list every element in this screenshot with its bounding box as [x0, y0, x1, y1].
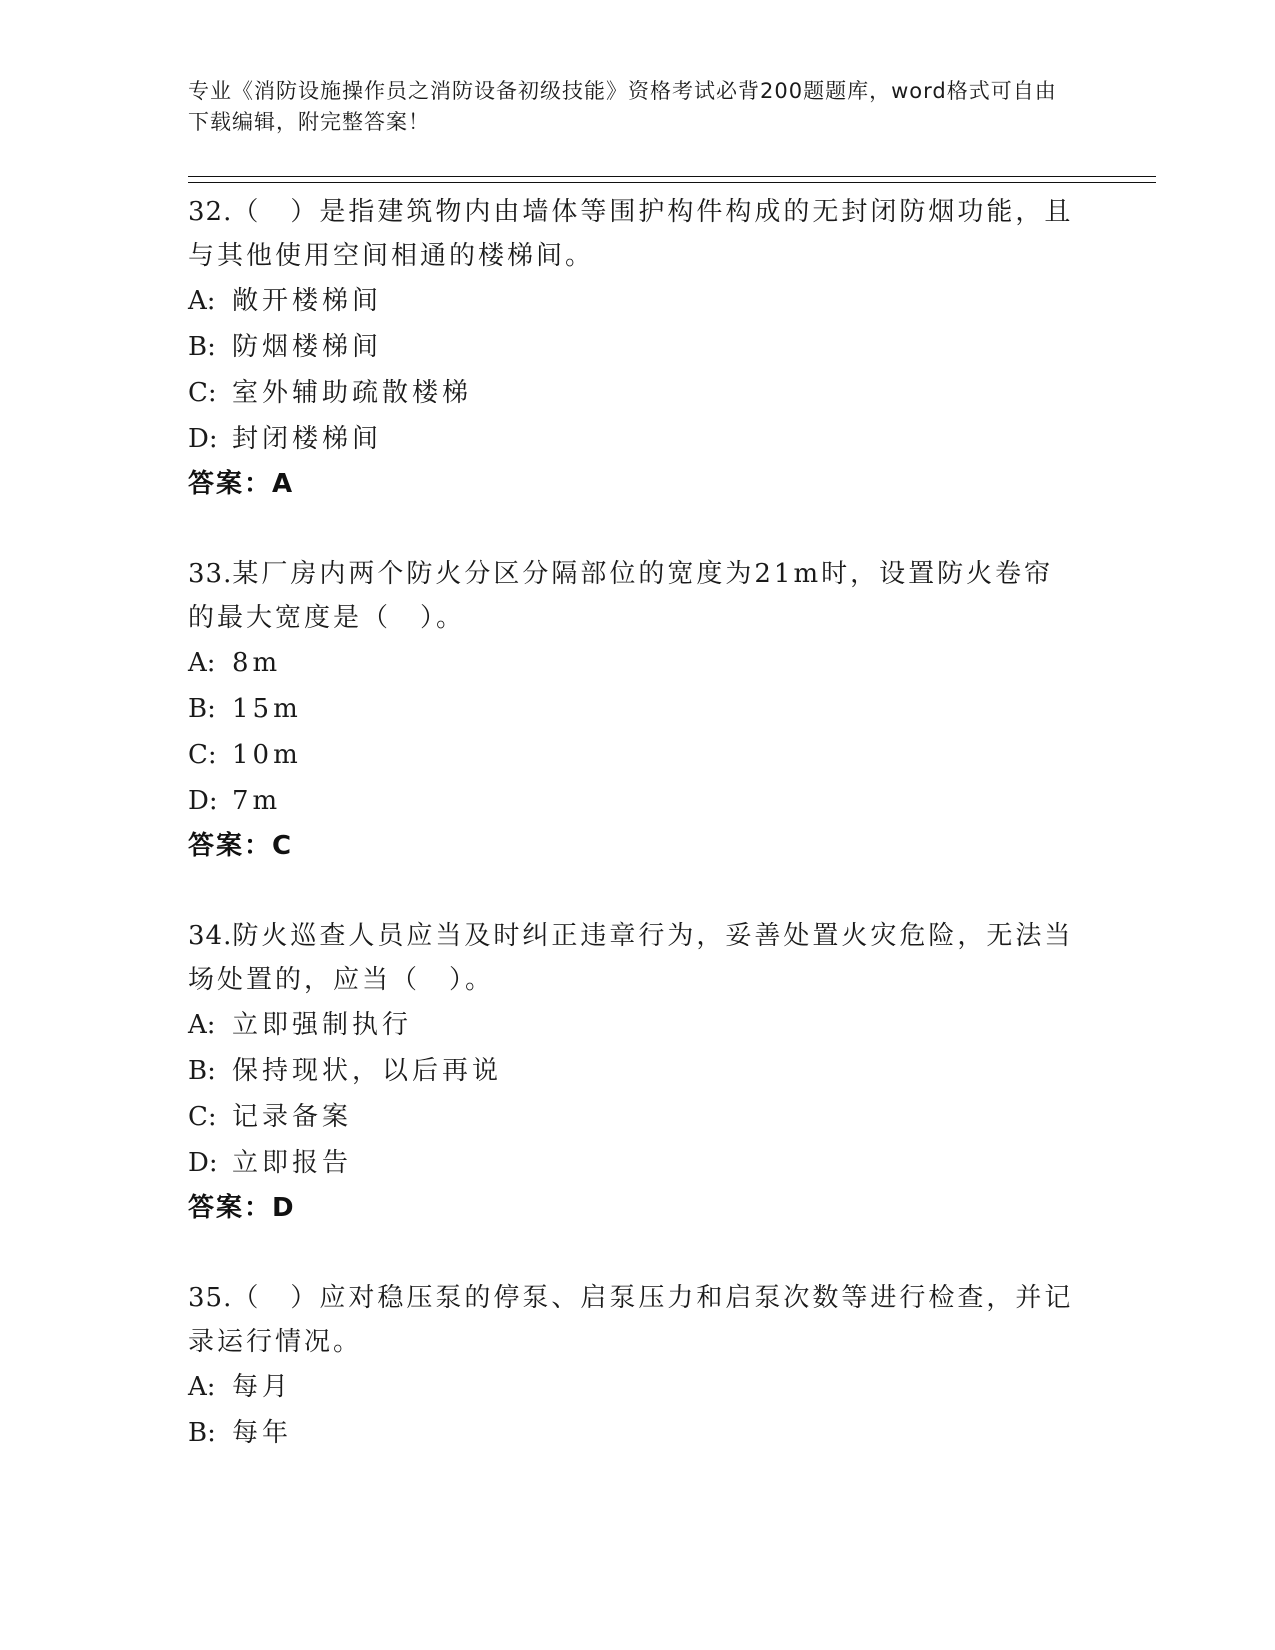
question-stem [188, 914, 1078, 1002]
question-number: 35. [188, 1283, 233, 1313]
option-a [188, 1002, 1088, 1048]
option-text: 10m [232, 740, 302, 770]
option-letter: D: [188, 1148, 218, 1178]
question-stem [188, 552, 1078, 640]
option-a [188, 640, 1088, 686]
question-number: 34. [188, 921, 233, 951]
option-letter: B: [188, 694, 216, 724]
answer-line: 答案：D [188, 1193, 296, 1223]
option-text: 7m [232, 786, 282, 816]
option-text: 每年 [232, 1418, 293, 1448]
answer-line: 答案：A [188, 469, 295, 499]
question-stem [188, 1276, 1078, 1364]
option-text: 封闭楼梯间 [232, 424, 383, 454]
option-letter: A: [188, 1372, 216, 1402]
question-text: 防火巡查人员应当及时纠正违章行为，妥善处置火灾危险，无法当场处置的，应当（ ）。 [188, 921, 1074, 995]
question-35 [188, 1276, 1088, 1456]
answer-line: 答案：C [188, 831, 294, 861]
option-letter: D: [188, 786, 218, 816]
header-divider-bottom [188, 182, 1156, 183]
option-b [188, 686, 1088, 732]
question-33 [188, 552, 1088, 868]
option-c [188, 1094, 1088, 1140]
option-d [188, 416, 1088, 462]
option-text: 防烟楼梯间 [232, 332, 383, 362]
question-34 [188, 914, 1088, 1230]
option-letter: B: [188, 332, 216, 362]
option-text: 每月 [232, 1372, 293, 1402]
option-letter: A: [188, 1010, 216, 1040]
option-text: 保持现状，以后再说 [232, 1056, 503, 1086]
header-divider-top [188, 176, 1156, 177]
option-letter: D: [188, 424, 218, 454]
option-d [188, 778, 1088, 824]
option-text: 记录备案 [232, 1102, 353, 1132]
option-text: 15m [232, 694, 302, 724]
option-letter: A: [188, 648, 216, 678]
option-c [188, 732, 1088, 778]
option-b [188, 324, 1088, 370]
question-number: 33. [188, 559, 233, 589]
option-d [188, 1140, 1088, 1186]
question-text: 某厂房内两个防火分区分隔部位的宽度为21m时，设置防火卷帘的最大宽度是（ ）。 [188, 559, 1054, 633]
option-a [188, 278, 1088, 324]
question-list [188, 190, 1088, 1502]
option-letter: C: [188, 378, 217, 408]
option-text: 敞开楼梯间 [232, 286, 383, 316]
document-header: 专业《消防设施操作员之消防设备初级技能》资格考试必背200题题库，word格式可自由下载编辑，附完整答案！ [188, 79, 1057, 134]
option-text: 立即报告 [232, 1148, 353, 1178]
option-text: 立即强制执行 [232, 1010, 413, 1040]
question-32 [188, 190, 1088, 506]
option-letter: A: [188, 286, 216, 316]
option-b [188, 1048, 1088, 1094]
option-c [188, 370, 1088, 416]
question-number: 32. [188, 197, 233, 227]
question-text: （ ）应对稳压泵的停泵、启泵压力和启泵次数等进行检查，并记录运行情况。 [188, 1283, 1074, 1357]
option-text: 室外辅助疏散楼梯 [232, 378, 473, 408]
option-b [188, 1410, 1088, 1456]
question-text: （ ）是指建筑物内由墙体等围护构件构成的无封闭防烟功能，且与其他使用空间相通的楼梯间。 [188, 197, 1074, 271]
question-stem [188, 190, 1078, 278]
option-letter: B: [188, 1418, 216, 1448]
option-text: 8m [232, 648, 282, 678]
option-letter: B: [188, 1056, 216, 1086]
option-letter: C: [188, 1102, 217, 1132]
option-a [188, 1364, 1088, 1410]
option-letter: C: [188, 740, 217, 770]
